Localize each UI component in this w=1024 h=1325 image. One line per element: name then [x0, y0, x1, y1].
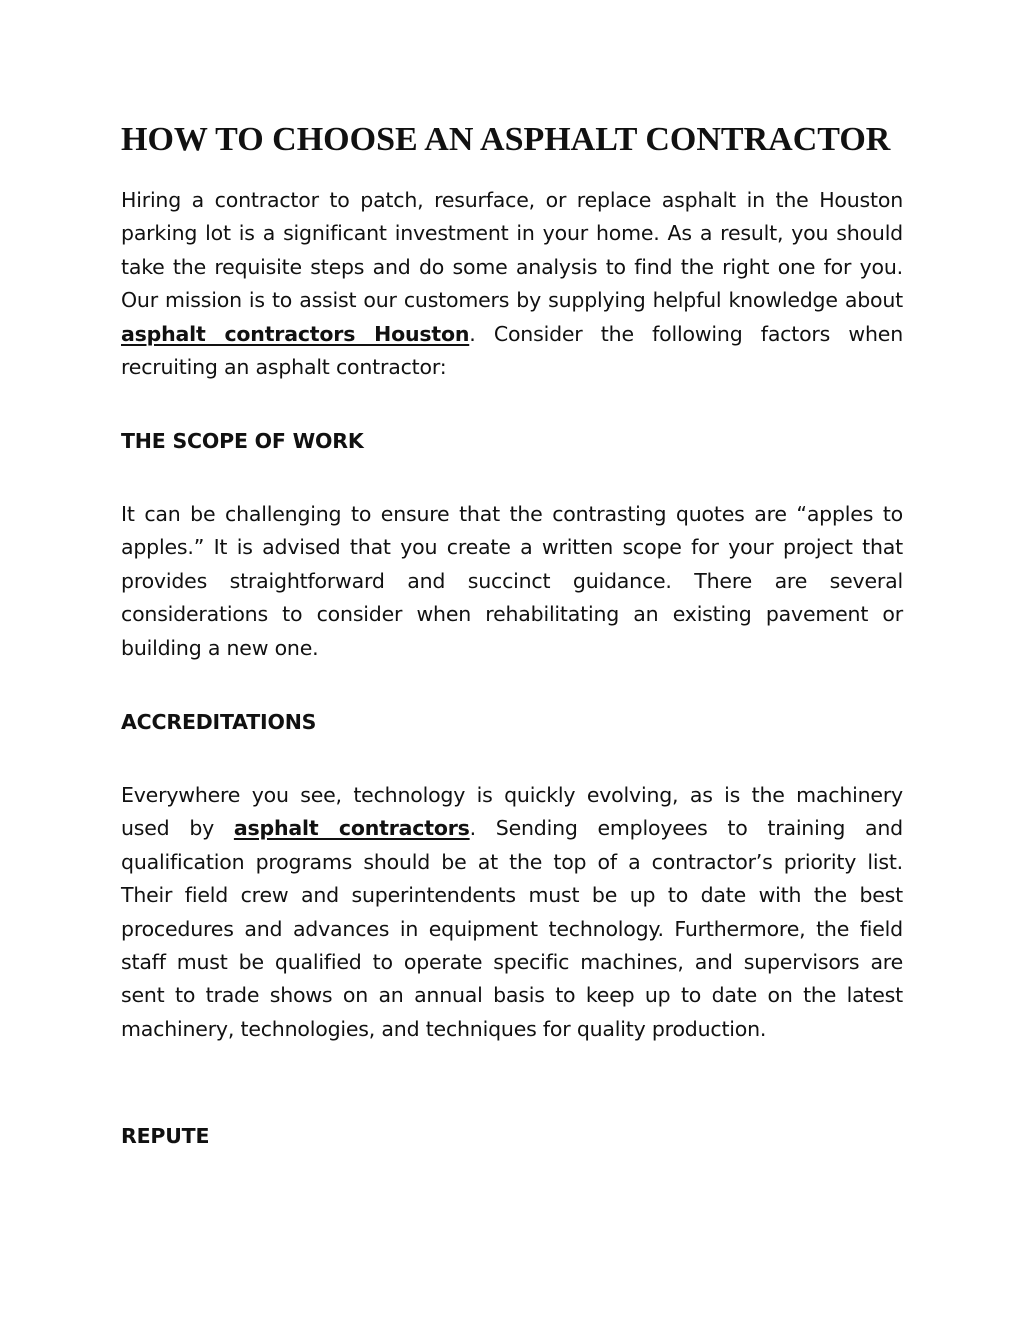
intro-text-after-link: . Consider the following factors when recruiting an asphalt contractor: [121, 321, 903, 380]
section-heading-accreditations: ACCREDITATIONS [121, 710, 317, 734]
section-heading-repute: REPUTE [121, 1124, 210, 1148]
accreditations-text-after-link: . Sending employees to training and qualification programs should be at the top of a contractor’s priority list. Their field crew and superintendents must be up to date with the best procedures and advances in equipment technology. Furthermore, the field staff must be qualified to operate specific machines, and supervisors are sent to trade shows on an annual basis to keep up to date on the latest machinery, technologies, and techniques for quality production. [121, 816, 903, 1041]
accreditations-paragraph [121, 779, 903, 1046]
accreditations-text-before-link: Everywhere you see, technology is quickly evolving, as is the machinery used by [121, 783, 903, 841]
intro-text-before-link: Hiring a contractor to patch, resurface, or replace asphalt in the Houston parking lot is a significant investment in your home. As a result, you should take the requisite steps and do some analysis to find the right one for you. Our mission is to assist our customers by supplying helpful knowledge about [121, 188, 903, 313]
intro-paragraph [121, 184, 903, 384]
section-heading-scope-of-work: THE SCOPE OF WORK [121, 429, 364, 453]
asphalt-contractors-link[interactable]: asphalt contractors [233, 816, 470, 841]
scope-of-work-paragraph: It can be challenging to ensure that the contrasting quotes are “apples to apples.” It is advised that you create a written scope for your project that provides straightforward and succinct guidance. There are several considerations to consider when rehabilitating an existing pavement or building a new one. [121, 502, 903, 660]
asphalt-contractors-houston-link[interactable]: asphalt contractors Houston [121, 321, 470, 346]
document-title: HOW TO CHOOSE AN ASPHALT CONTRACTOR [121, 121, 891, 158]
